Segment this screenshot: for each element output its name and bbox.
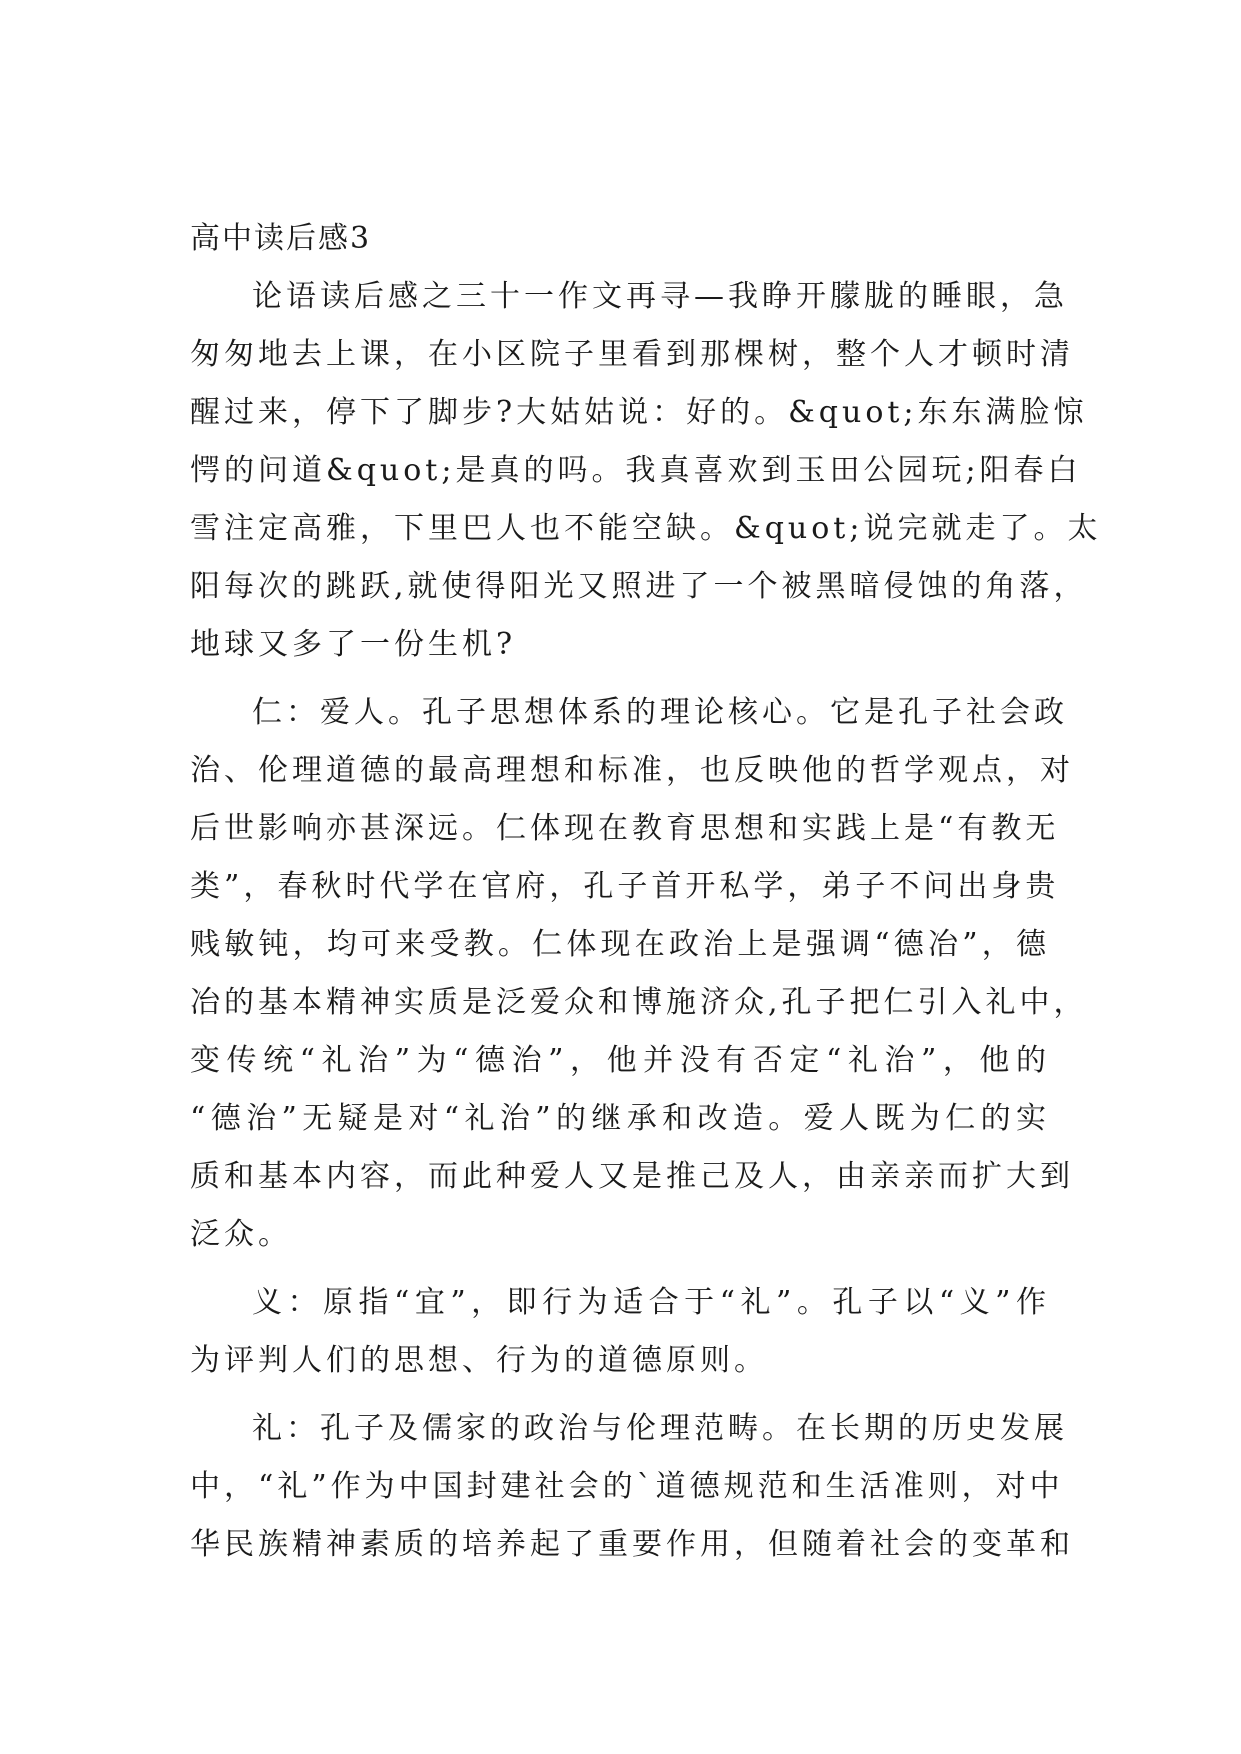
paragraph-line: 治、伦理道德的最高理想和标准，也反映他的哲学观点，对 <box>190 753 1074 788</box>
paragraph-line: 地球又多了一份生机? <box>190 627 517 662</box>
paragraph-line: 贱敏钝，均可来受教。仁体现在政治上是强调“德冶”，德 <box>190 927 1050 962</box>
paragraph-line: 礼：孔子及儒家的政治与伦理范畴。在长期的历史发展 <box>252 1411 1068 1446</box>
paragraph-line: 论语读后感之三十一作文再寻—我睁开朦胧的睡眼，急 <box>252 279 1068 314</box>
paragraph-line: 后世影响亦甚深远。仁体现在教育思想和实践上是“有教无 <box>190 811 1060 846</box>
paragraph-line: 醒过来，停下了脚步?大姑姑说：好的。&quot;东东满脸惊 <box>190 395 1088 430</box>
paragraph-line: 为评判人们的思想、行为的道德原则。 <box>190 1343 768 1378</box>
paragraph-line: 雪注定高雅，下里巴人也不能空缺。&quot;说完就走了。太 <box>190 511 1102 546</box>
document-title: 高中读后感3 <box>190 221 372 256</box>
paragraph-line: 仁：爱人。孔子思想体系的理论核心。它是孔子社会政 <box>252 695 1068 730</box>
paragraph <box>190 684 1088 1264</box>
paragraph-line: 匆匆地去上课，在小区院子里看到那棵树，整个人才顿时清 <box>190 337 1074 372</box>
paragraph-line: 泛众。 <box>190 1217 292 1252</box>
paragraph-line: 类”，春秋时代学在官府，孔子首开私学，弟子不问出身贵 <box>190 869 1060 904</box>
paragraph-line: 义：原指“宜”，即行为适合于“礼”。孔子以“义”作 <box>252 1285 1050 1320</box>
paragraph-line: 中，“礼”作为中国封建社会的`道德规范和生活准则，对中 <box>190 1469 1064 1504</box>
paragraph-line: 阳每次的跳跃,就使得阳光又照进了一个被黑暗侵蚀的角落， <box>190 569 1088 604</box>
paragraph-line: 华民族精神素质的培养起了重要作用，但随着社会的变革和 <box>190 1527 1074 1562</box>
document-page <box>190 210 1102 1574</box>
paragraph-line: 变传统“礼治”为“德治”，他并没有否定“礼治”，他的 <box>190 1043 1050 1078</box>
document-body <box>190 268 1102 1574</box>
paragraph <box>190 1274 1050 1390</box>
paragraph <box>190 268 1102 674</box>
paragraph-line: 冶的基本精神实质是泛爱众和博施济众,孔子把仁引入礼中， <box>190 985 1088 1020</box>
paragraph-line: 愕的问道&quot;是真的吗。我真喜欢到玉田公园玩;阳春白 <box>190 453 1082 488</box>
paragraph-line: 质和基本内容，而此种爱人又是推己及人，由亲亲而扩大到 <box>190 1159 1074 1194</box>
paragraph <box>190 1400 1074 1574</box>
paragraph-line: “德治”无疑是对“礼治”的继承和改造。爱人既为仁的实 <box>190 1101 1050 1136</box>
